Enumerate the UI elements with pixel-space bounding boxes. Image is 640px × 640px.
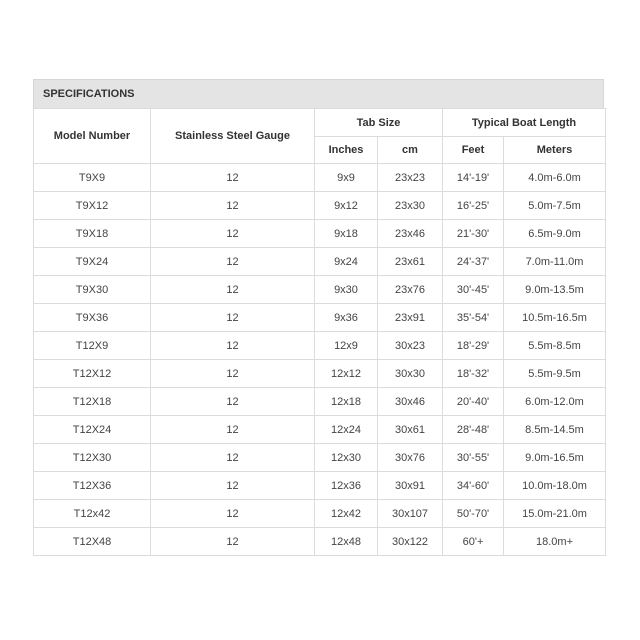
cell-model: T9X12 [34,192,151,220]
cell-inches: 12x30 [315,444,378,472]
table-row [34,304,606,332]
cell-model: T9X9 [34,164,151,192]
header-feet: Feet [443,137,504,164]
header-meters: Meters [504,137,606,164]
cell-feet: 14'-19' [443,164,504,192]
cell-inches: 9x36 [315,304,378,332]
cell-inches: 9x12 [315,192,378,220]
table-row [34,192,606,220]
header-tab-size: Tab Size [315,109,443,137]
table-row [34,444,606,472]
cell-cm: 30x30 [378,360,443,388]
cell-gauge: 12 [151,360,315,388]
cell-feet: 50'-70' [443,500,504,528]
cell-inches: 12x36 [315,472,378,500]
table-row [34,332,606,360]
cell-cm: 23x30 [378,192,443,220]
cell-gauge: 12 [151,388,315,416]
cell-meters: 6.0m-12.0m [504,388,606,416]
cell-meters: 15.0m-21.0m [504,500,606,528]
cell-cm: 23x76 [378,276,443,304]
cell-model: T9X36 [34,304,151,332]
cell-gauge: 12 [151,416,315,444]
cell-inches: 12x9 [315,332,378,360]
cell-gauge: 12 [151,164,315,192]
cell-feet: 30'-55' [443,444,504,472]
cell-model: T12X9 [34,332,151,360]
header-cm: cm [378,137,443,164]
cell-cm: 30x91 [378,472,443,500]
header-model-number: Model Number [34,109,151,164]
cell-feet: 18'-29' [443,332,504,360]
cell-feet: 34'-60' [443,472,504,500]
cell-feet: 24'-37' [443,248,504,276]
cell-gauge: 12 [151,444,315,472]
cell-meters: 5.5m-9.5m [504,360,606,388]
cell-inches: 12x18 [315,388,378,416]
cell-meters: 4.0m-6.0m [504,164,606,192]
cell-feet: 35'-54' [443,304,504,332]
table-row [34,220,606,248]
cell-model: T12x42 [34,500,151,528]
cell-inches: 12x12 [315,360,378,388]
table-row [34,388,606,416]
cell-feet: 30'-45' [443,276,504,304]
cell-model: T9X30 [34,276,151,304]
specifications-table [33,108,606,556]
cell-cm: 30x46 [378,388,443,416]
cell-feet: 28'-48' [443,416,504,444]
table-row [34,360,606,388]
cell-inches: 9x9 [315,164,378,192]
cell-meters: 10.0m-18.0m [504,472,606,500]
table-row [34,528,606,556]
cell-inches: 9x18 [315,220,378,248]
cell-meters: 18.0m+ [504,528,606,556]
cell-gauge: 12 [151,248,315,276]
table-row [34,248,606,276]
cell-cm: 23x91 [378,304,443,332]
cell-gauge: 12 [151,276,315,304]
cell-gauge: 12 [151,192,315,220]
cell-feet: 18'-32' [443,360,504,388]
table-row [34,500,606,528]
cell-model: T9X18 [34,220,151,248]
cell-model: T12X12 [34,360,151,388]
header-boat-length: Typical Boat Length [443,109,606,137]
section-title: SPECIFICATIONS [33,79,604,108]
table-row [34,276,606,304]
cell-cm: 30x122 [378,528,443,556]
cell-gauge: 12 [151,220,315,248]
table-row [34,416,606,444]
cell-feet: 60'+ [443,528,504,556]
cell-inches: 12x42 [315,500,378,528]
specifications-section [33,79,604,556]
cell-gauge: 12 [151,500,315,528]
cell-cm: 23x23 [378,164,443,192]
cell-model: T12X24 [34,416,151,444]
cell-feet: 21'-30' [443,220,504,248]
cell-model: T12X18 [34,388,151,416]
header-gauge: Stainless Steel Gauge [151,109,315,164]
cell-cm: 30x107 [378,500,443,528]
cell-meters: 9.0m-16.5m [504,444,606,472]
cell-feet: 20'-40' [443,388,504,416]
cell-gauge: 12 [151,332,315,360]
table-body [34,164,606,556]
cell-meters: 10.5m-16.5m [504,304,606,332]
cell-inches: 9x30 [315,276,378,304]
cell-gauge: 12 [151,472,315,500]
cell-model: T9X24 [34,248,151,276]
cell-meters: 5.5m-8.5m [504,332,606,360]
table-row [34,472,606,500]
cell-cm: 23x61 [378,248,443,276]
cell-cm: 30x23 [378,332,443,360]
cell-gauge: 12 [151,528,315,556]
cell-cm: 30x76 [378,444,443,472]
cell-model: T12X36 [34,472,151,500]
cell-model: T12X30 [34,444,151,472]
cell-inches: 12x24 [315,416,378,444]
cell-feet: 16'-25' [443,192,504,220]
cell-meters: 9.0m-13.5m [504,276,606,304]
table-row [34,164,606,192]
cell-cm: 30x61 [378,416,443,444]
cell-model: T12X48 [34,528,151,556]
cell-inches: 9x24 [315,248,378,276]
cell-meters: 5.0m-7.5m [504,192,606,220]
cell-meters: 7.0m-11.0m [504,248,606,276]
header-inches: Inches [315,137,378,164]
cell-gauge: 12 [151,304,315,332]
cell-meters: 6.5m-9.0m [504,220,606,248]
cell-inches: 12x48 [315,528,378,556]
cell-meters: 8.5m-14.5m [504,416,606,444]
cell-cm: 23x46 [378,220,443,248]
